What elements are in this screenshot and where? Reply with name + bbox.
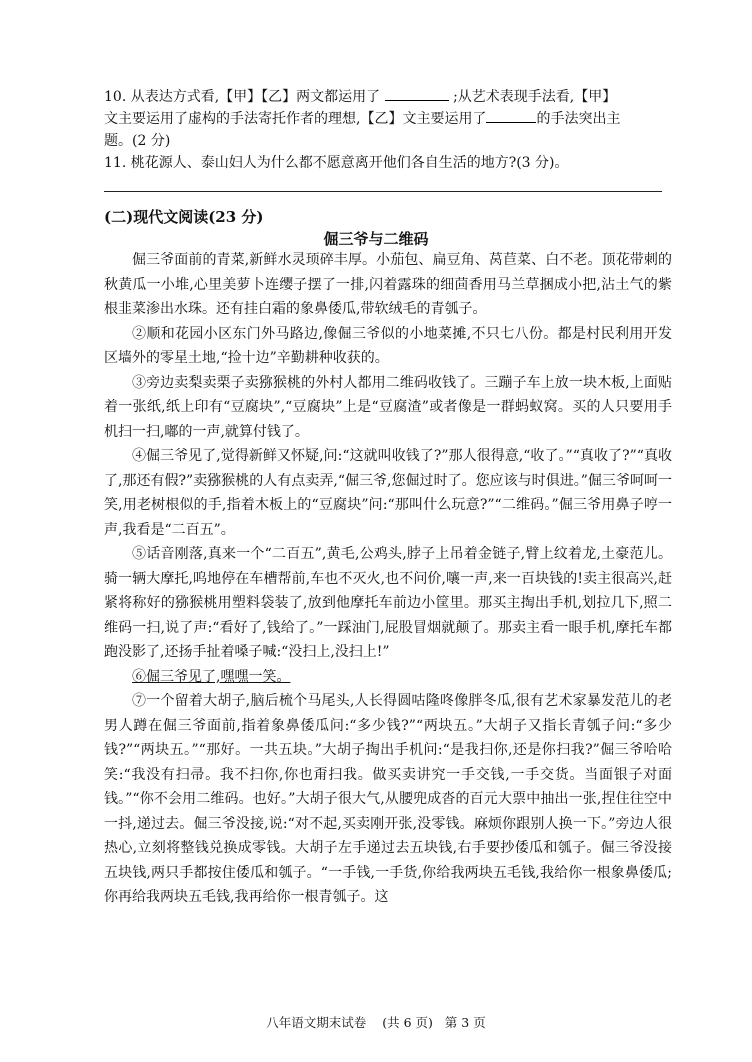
section-heading: (二)现代文阅读(23 分) [104, 208, 264, 226]
paragraph-5: ⑤话音刚落,真来一个“二百五”,黄毛,公鸡头,脖子上吊着金链子,臂上纹着龙,土豪范儿。骑一辆大摩托,呜地停在车槽帮前,车也不灭火,也不问价,嚷一声,来一百块钱的!卖主很高兴,赶紧将称好的猕猴桃用塑料袋装了,放到他摩托车前边小筐里。那买主掏出手机,划拉几下,照二维码一扫,说了声:“看好了,钱给了。”一踩油门,屁股冒烟就颠了。那卖主看一眼手机,摩托车都跑没影了,还扬手扯着嗓子喊:“没扫上,没扫上!” [104, 546, 672, 660]
footer-page-number: 第 3 页 [444, 1015, 486, 1030]
question-10-line-2: 文主要运用了虚构的手法寄托作者的理想,【乙】文主要运用了 的手法突出主 [104, 108, 620, 128]
page-footer [0, 1013, 752, 1031]
answer-blank-1[interactable] [385, 86, 449, 101]
question-10-line-1: 10. 从表达方式看,【甲】【乙】两文都运用了 ;从艺术表现手法看,【甲】 [104, 86, 616, 106]
paragraph-3: ③旁边卖梨卖栗子卖猕猴桃的外村人都用二维码收钱了。三蹦子车上放一块木板,上面贴着一张纸,纸上印有“豆腐块”,“豆腐块”上是“豆腐渣”或者像是一群蚂蚁窝。买的人只要用手机扫一扫,嘟的一声,就算付钱了。 [104, 374, 672, 440]
article-body [104, 248, 672, 910]
paragraph-7: ⑦一个留着大胡子,脑后梳个马尾头,人长得圆咕隆咚像胖冬瓜,很有艺术家暴发范儿的老男人蹲在倔三爷面前,指着象鼻倭瓜问:“多少钱?”“两块五。”大胡子又指长青瓠子问:“多少钱?”“两块五。”“那好。一共五块。”大胡子掏出手机问:“是我扫你,还是你扫我?”倔三爷哈哈笑:“我没有扫帚。我不扫你,你也甭扫我。做买卖讲究一手交钱,一手交货。当面银子对面钱。”“你不会用二维码。也好。”大胡子很大气,从腰兜成沓的百元大票中抽出一张,捏住往空中一抖,递过去。倔三爷没接,说:“对不起,买卖刚开张,没零钱。麻烦你跟别人换一下。”旁边人很热心,立刻将整钱兑换成零钱。大胡子左手递过去五块钱,右手要抄倭瓜和瓠子。倔三爷没接五块钱,两只手都按住倭瓜和瓠子。“一手钱,一手货,你给我两块五毛钱,我给你一根象鼻倭瓜;你再给我两块五毛钱,我再给你一根青瓠子。这 [104, 693, 672, 905]
footer-exam-title: 八年语文期末试卷 [266, 1015, 367, 1030]
answer-blank-2[interactable] [486, 108, 536, 123]
question-11: 11. 桃花源人、泰山妇人为什么都不愿意离开他们各自生活的地方?(3 分)。 [104, 155, 569, 171]
footer-total-pages: (共 6 页) [382, 1015, 433, 1030]
paragraph-1: 倔三爷面前的青菜,新鲜水灵顼碎丰厚。小茄包、扁豆角、莴苣菜、白不老。顶花带刺的秋黄瓜一小堆,心里美萝卜连缨子摆了一排,闪着露珠的细茴香用马兰草捆成小把,沾土气的紫根韭菜渗出水珠。还有挂白霜的象鼻倭瓜,带软绒毛的青瓠子。 [104, 252, 672, 317]
article-title: 倔三爷与二维码 [323, 230, 429, 248]
paragraph-2: ②顺和花园小区东门外马路边,像倔三爷似的小地菜摊,不只七八份。都是村民利用开发区墙外的零星土地,“捡十边”辛勤耕种收获的。 [104, 325, 672, 366]
question-10-line-3: 题。(2 分) [104, 133, 171, 149]
answer-line[interactable] [104, 191, 662, 192]
paragraph-6 [104, 665, 672, 690]
underlined-sentence: ⑥倔三爷见了,嘿嘿一笑。 [132, 668, 291, 685]
paragraph-4: ④倔三爷见了,觉得新鲜又怀疑,问:“这就叫收钱了?”那人很得意,“收了。”“真收了?”“真收了,那还有假?”卖猕猴桃的人有点卖弄,“倔三爷,您倔过时了。您应该与时俱进。”倔三爷呵呵一笑,用老树根似的手,指着木板上的“豆腐块”问:“那叫什么玩意?”“二维码。”倔三爷用鼻子哼一声,我看是“二百五”。 [104, 448, 672, 538]
